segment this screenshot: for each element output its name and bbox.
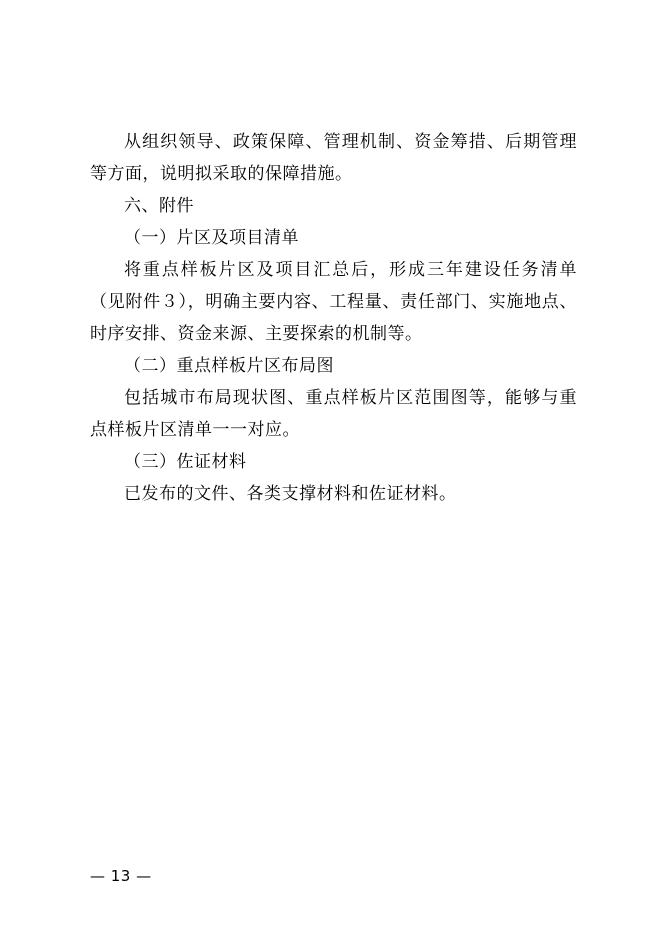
paragraph-guarantee-measures: 从组织领导、政策保障、管理机制、资金筹措、后期管理等方面，说明拟采取的保障措施。 (90, 132, 577, 184)
document-body (90, 126, 577, 510)
section-heading-attachments: 六、附件 (124, 196, 194, 216)
subheading-layout-map: （二）重点样板片区布局图 (124, 356, 334, 376)
subheading-project-list: （一）片区及项目清单 (124, 228, 299, 248)
page-number: — 13 — (90, 867, 152, 885)
paragraph-layout-map: 包括城市布局现状图、重点样板片区范围图等，能够与重点样板片区清单一一对应。 (90, 388, 577, 440)
subheading-supporting-materials: （三）佐证材料 (124, 452, 247, 472)
paragraph-supporting-materials: 已发布的文件、各类支撑材料和佐证材料。 (124, 484, 457, 504)
paragraph-project-list: 将重点样板片区及项目汇总后，形成三年建设任务清单（见附件３），明确主要内容、工程量、责任部门、实施地点、时序安排、资金来源、主要探索的机制等。 (90, 260, 577, 344)
